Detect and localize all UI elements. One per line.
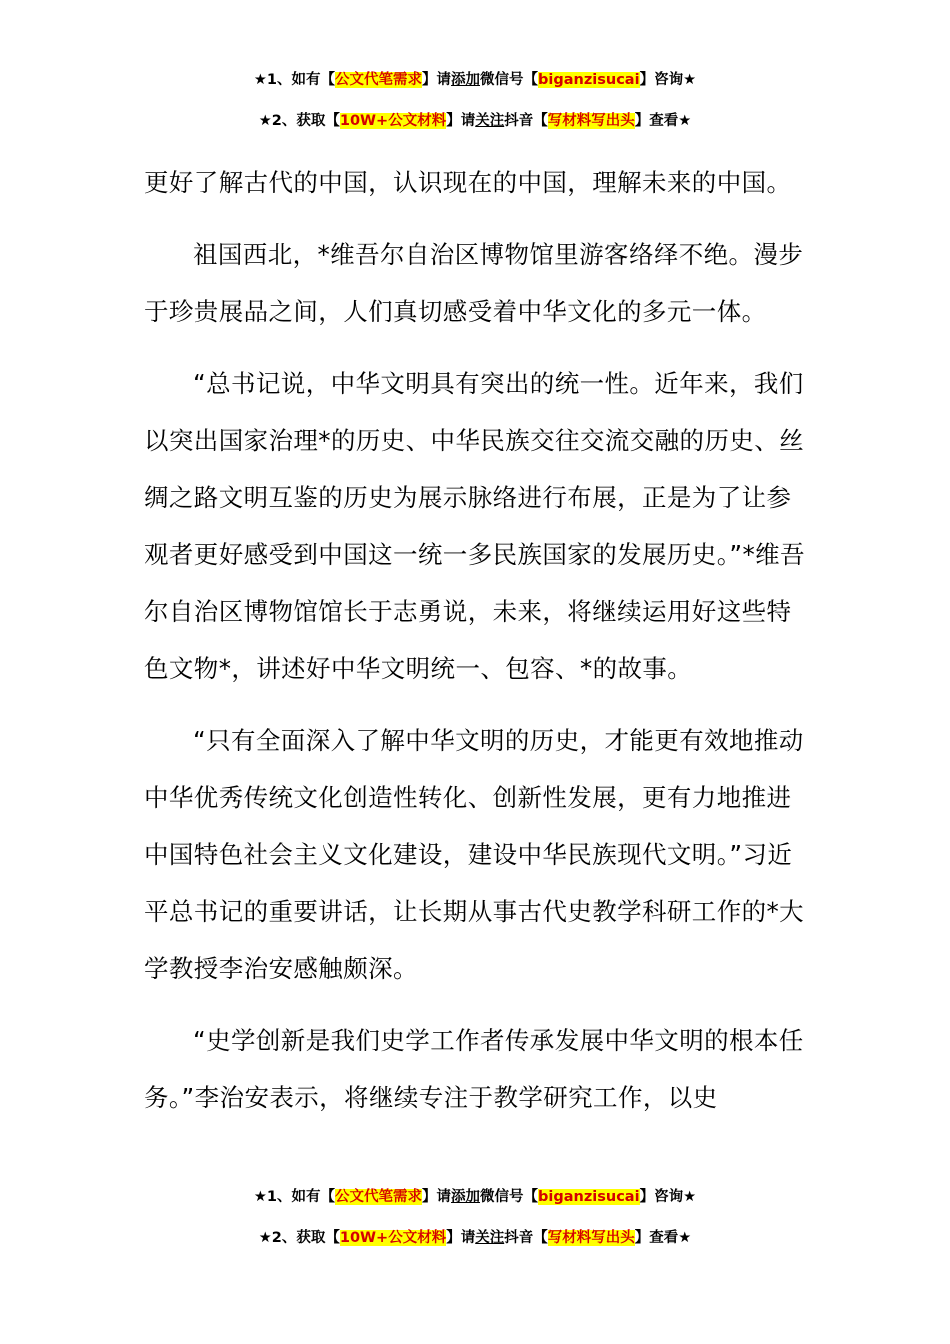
banner-text: 】查看★ <box>634 1230 692 1246</box>
paragraph-historian-quote: “史学创新是我们史学工作者传承发展中华文明的根本任务。”李治安表示，将继续专注于教学研究工作，以史 <box>144 1026 804 1112</box>
paragraph-xinjiang-museum: 祖国西北，*维吾尔自治区博物馆里游客络绎不绝。漫步于珍贵展品之间，人们真切感受着中华文化的多元一体。 <box>144 240 804 326</box>
footer-banner-line-2 <box>0 1228 950 1248</box>
paragraph-museum-director-quote: “总书记说，中华文明具有突出的统一性。近年来，我们以突出国家治理*的历史、中华民族交往交流交融的历史、丝绸之路文明互鉴的历史为展示脉络进行布展，正是为了让参观者更好感受到中国这一统一多民族国家的发展历史。”*维吾尔自治区博物馆馆长于志勇说，未来，将继续运用好这些特色文物*，讲述好中华文明统一、包容、*的故事。 <box>144 369 805 683</box>
footer-banner-line-1 <box>0 1187 950 1207</box>
header-banner-line-1 <box>0 70 950 90</box>
paragraph-continuation: 更好了解古代的中国，认识现在的中国，理解未来的中国。 <box>144 168 792 197</box>
highlight-keyword: 10W+公文材料 <box>339 1230 447 1246</box>
highlight-keyword: 公文代笔需求 <box>335 72 423 88</box>
banner-text: 微信号【 <box>480 1189 539 1205</box>
banner-text: 微信号【 <box>480 72 539 88</box>
banner-text: ★2、获取【 <box>258 113 340 129</box>
underlined-keyword: 关注 <box>475 113 505 129</box>
banner-text: 】咨询★ <box>639 1189 697 1205</box>
banner-text: ★2、获取【 <box>258 1230 340 1246</box>
highlight-douyin-account: 写材料写出头 <box>547 113 635 129</box>
document-body <box>144 154 814 1126</box>
banner-text: 】请 <box>422 1189 452 1205</box>
banner-text: 】咨询★ <box>639 72 697 88</box>
banner-text: ★1、如有【 <box>253 72 336 88</box>
banner-text: 抖音【 <box>504 113 548 129</box>
underlined-keyword: 关注 <box>475 1230 505 1246</box>
highlight-keyword: 公文代笔需求 <box>335 1189 423 1205</box>
highlight-keyword: 10W+公文材料 <box>339 113 447 129</box>
header-banner-line-2 <box>0 111 950 131</box>
banner-text: 】查看★ <box>634 113 692 129</box>
highlight-wechat-id: biganzisucai <box>538 72 640 88</box>
banner-text: 】请 <box>446 1230 476 1246</box>
highlight-wechat-id: biganzisucai <box>538 1189 640 1205</box>
highlight-douyin-account: 写材料写出头 <box>547 1230 635 1246</box>
paragraph-speech-quote: “只有全面深入了解中华文明的历史，才能更有效地推动中华优秀传统文化创造性转化、创新性发展，更有力地推进中国特色社会主义文化建设，建设中华民族现代文明。”习近平总书记的重要讲话，让长期从事古代史教学科研工作的*大学教授李治安感触颇深。 <box>144 726 805 983</box>
banner-text: 抖音【 <box>504 1230 548 1246</box>
underlined-keyword: 添加 <box>451 1189 481 1205</box>
banner-text: ★1、如有【 <box>253 1189 336 1205</box>
banner-text: 】请 <box>422 72 452 88</box>
underlined-keyword: 添加 <box>451 72 481 88</box>
banner-text: 】请 <box>446 113 476 129</box>
